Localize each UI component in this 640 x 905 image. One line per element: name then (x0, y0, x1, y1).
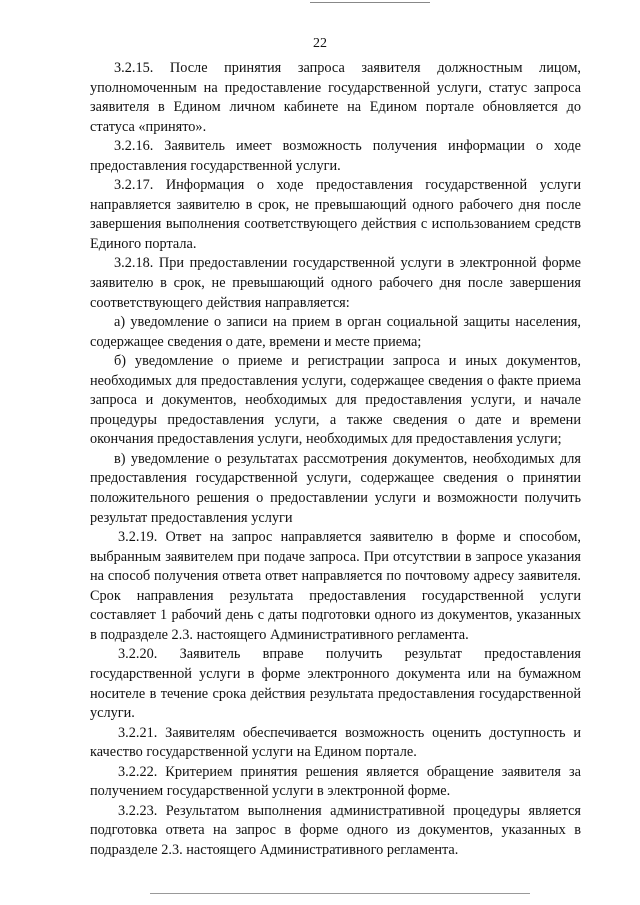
paragraph-3-2-20: 3.2.20. Заявитель вправе получить результат предоставления государственной услуги в форме электронного документа или на бумажном носителе в течение срока действия результата предоставления государственной услуги. (90, 646, 581, 722)
paragraph-3-2-18: 3.2.18. При предоставлении государственной услуги в электронной форме заявителю в срок, не превышающий одного рабочего дня после завершения соответствующего действия направляется: (90, 255, 581, 311)
paragraph-3-2-22: 3.2.22. Критерием принятия решения является обращение заявителя за получением государственной услуги в электронной форме. (90, 763, 581, 800)
paragraph-3-2-23: 3.2.23. Результатом выполнения административной процедуры является подготовка ответа на запрос в форме одного из документов, указанных в подразделе 2.3. настоящего Административного регламента. (90, 802, 581, 858)
top-edge-mark (310, 2, 430, 3)
list-item-b: б) уведомление о приеме и регистрации запроса и иных документов, необходимых для предоставления услуги, содержащее сведения о факте приема запроса и документов, необходимых для предоставления услуги, и начале процедуры предоставления услуги, а также сведения о дате и времени окончания предоставления услуги, необходимых для предоставления услуги; (90, 353, 581, 448)
list-item-v: в) уведомление о результатах рассмотрения документов, необходимых для предоставления государственной услуги, содержащее сведения о принятии положительного решения о предоставлении услуги и возможности получить результат предоставления услуги (90, 450, 581, 526)
paragraph-3-2-15: 3.2.15. После принятия запроса заявителя должностным лицом, уполномоченным на предоставление государственной услуги, статус запроса заявителя в Едином личном кабинете на Едином портале обновляется до статуса «принято». (90, 60, 581, 135)
paragraph-3-2-16: 3.2.16. Заявитель имеет возможность получения информации о ходе предоставления государственной услуги. (90, 138, 581, 174)
list-item-a: а) уведомление о записи на прием в орган социальной защиты населения, содержащее сведения о дате, времени и месте приема; (90, 314, 581, 350)
document-body (90, 59, 581, 860)
paragraph-3-2-21: 3.2.21. Заявителям обеспечивается возможность оценить доступность и качество государственной услуги на Едином портале. (90, 724, 581, 761)
paragraph-3-2-17: 3.2.17. Информация о ходе предоставления государственной услуги направляется заявителю в срок, не превышающий одного рабочего дня после завершения выполнения соответствующего действия с использованием средств Единого портала. (90, 177, 581, 252)
bottom-scan-edge (150, 893, 530, 894)
page-number: 22 (313, 36, 327, 51)
paragraph-3-2-19: 3.2.19. Ответ на запрос направляется заявителю в форме и способом, выбранным заявителем при подаче запроса. При отсутствии в запросе указания на способ получения ответа ответ направляется по почтовому адресу заявителя. Срок направления результата предоставления государственной услуги составляет 1 рабочий день с даты подготовки одного из документов, указанных в подразделе 2.3. настоящего Административного регламента. (90, 529, 581, 643)
